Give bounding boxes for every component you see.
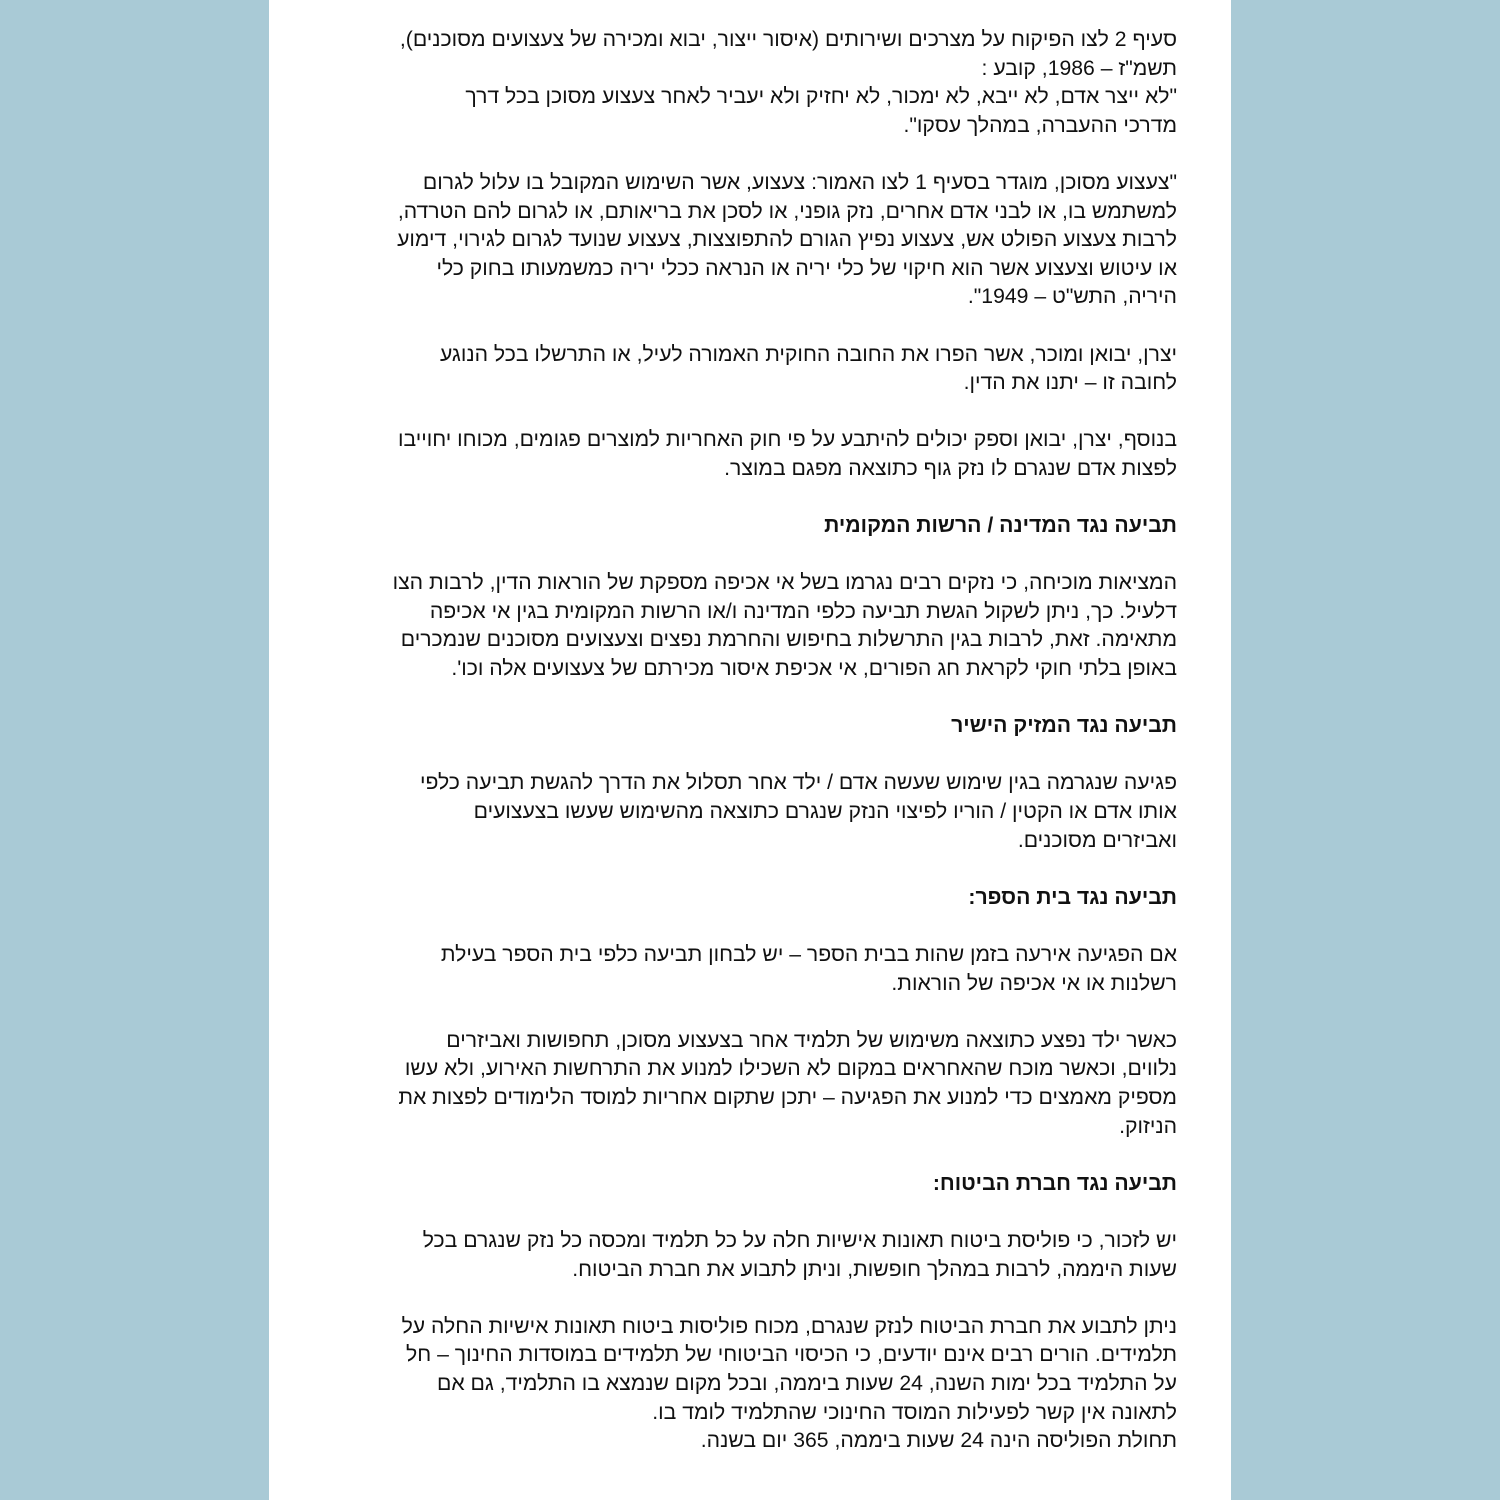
paragraph [311,1313,1177,1456]
paragraph-line: סעיף 2 לצו הפיקוח על מצרכים ושירותים (איסור ייצור, יבוא ומכירה של צעצועים מסוכנים), [399,28,1177,51]
paragraph-line: מספיק מאמצים כדי למנוע את הפגיעה – יתכן שתקום אחריות למוסד הלימודים לפצות את [398,1085,1177,1109]
paragraph-line: לתאונה אין קשר לפעילות המוסד החינוכי שהתלמיד לומד בו. [652,1400,1177,1424]
paragraph-line: יש לזכור, כי פוליסת ביטוח תאונות אישיות חלה על כל תלמיד ומכסה כל נזק שנגרם בכל [422,1228,1177,1252]
paragraph [311,26,1177,140]
heading-text: תביעה נגד המזיק הישיר [951,714,1177,738]
paragraph [311,341,1177,398]
paragraph-line: תחולת הפוליסה הינה 24 שעות ביממה, 365 יום בשנה. [700,1429,1177,1453]
paragraph-line: הניזוק. [1119,1114,1177,1138]
paragraph [311,941,1177,998]
paragraph-line: תלמידים. הורים רבים אינם יודעים, כי הכיסוי הביטוחי של תלמידים במוסדות החינוך – חל [406,1343,1177,1367]
paragraph-line: שעות היממה, לרבות במהלך חופשות, וניתן לתבוע את חברת הביטוח. [572,1257,1177,1281]
section-heading [311,884,1177,913]
paragraph-line: יצרן, יבואן ומוכר, אשר הפרו את החובה החוקית האמורה לעיל, או התרשלו בכל הנוגע [440,342,1177,366]
section-heading [311,512,1177,541]
paragraph-line: לפצות אדם שנגרם לו נזק גוף כתוצאה מפגם במוצר. [724,456,1177,480]
section-heading [311,712,1177,741]
paragraph-line: מדרכי ההעברה, במהלך עסקו". [903,113,1177,137]
paragraph-line: ואביזרים מסוכנים. [1017,828,1177,852]
document-page [269,0,1231,1500]
paragraph-line: באופן בלתי חוקי לקראת חג הפורים, אי אכיפת איסור מכירתם של צעצועים אלה וכו'. [451,657,1177,681]
paragraph-line: על התלמיד בכל ימות השנה, 24 שעות ביממה, ובכל מקום שנמצא בו התלמיד, גם אם [436,1371,1177,1395]
paragraph [311,769,1177,855]
paragraph [311,569,1177,683]
paragraph-line: כאשר ילד נפצע כתוצאה משימוש של תלמיד אחר בצעצוע מסוכן, תחפושות ואביזרים [446,1028,1177,1052]
paragraph-line: לרבות צעצוע הפולט אש, צעצוע נפיץ הגורם להתפוצצות, צעצוע שנועד לגרום לגירוי, דימוע [397,228,1177,252]
paragraph-line: תשמ"ז – 1986, קובע : [981,56,1177,80]
paragraph-line: לחובה זו – יתנו את הדין. [963,371,1177,395]
paragraph [311,426,1177,483]
paragraph-line: "לא ייצר אדם, לא ייבא, לא ימכור, לא יחזיק ולא יעביר לאחר צעצוע מסוכן בכל דרך [465,85,1177,109]
paragraph-line: דלעיל. כך, ניתן לשקול הגשת תביעה כלפי המדינה ו/או הרשות המקומית בגין אי אכיפה [429,599,1177,623]
paragraph-line: מתאימה. זאת, לרבות בגין התרשלות בחיפוש והחרמת נפצים וצעצועים מסוכנים שנמכרים [400,628,1177,652]
paragraph-line: המציאות מוכיחה, כי נזקים רבים נגרמו בשל אי אכיפה מספקת של הוראות הדין, לרבות הצו [392,571,1177,595]
heading-text: תביעה נגד חברת הביטוח: [932,1171,1177,1195]
heading-text: תביעה נגד בית הספר: [968,885,1177,909]
paragraph-line: ניתן לתבוע את חברת הביטוח לנזק שנגרם, מכוח פוליסות ביטוח תאונות אישיות החלה על [401,1314,1177,1338]
paragraph [311,1227,1177,1284]
paragraph-line: בנוסף, יצרן, יבואן וספק יכולים להיתבע על פי חוק האחריות למוצרים פגומים, מכוחו יחוייבו [398,428,1177,452]
paragraph-line: אם הפגיעה אירעה בזמן שהות בבית הספר – יש לבחון תביעה כלפי בית הספר בעילת [440,943,1177,966]
section-heading [311,1170,1177,1199]
paragraph [311,1027,1177,1141]
paragraph-line: פגיעה שנגרמה בגין שימוש שעשה אדם / ילד אחר תסלול את הדרך להגשת תביעה כלפי [420,771,1177,795]
paragraph-line: "צעצוע מסוכן, מוגדר בסעיף 1 לצו האמור: צעצוע, אשר השימוש המקובל בו עלול לגרום [422,170,1177,194]
paragraph-line: היריה, התש"ט – 1949". [967,285,1177,309]
paragraph [311,169,1177,312]
paragraph-line: אותו אדם או הקטין / הוריו לפיצוי הנזק שנגרם כתוצאה מהשימוש שעשו בצעצועים [473,800,1177,824]
paragraph-line: למשתמש בו, או לבני אדם אחרים, נזק גופני, או לסכן את בריאותם, או לגרום להם הטרדה, [397,199,1177,223]
paragraph-line: נלווים, וכאשר מוכח שהאחראים במקום לא השכילו למנוע את התרחשות האירוע, ולא עשו [404,1057,1177,1081]
paragraph-line: רשלנות או אי אכיפה של הוראות. [891,971,1177,995]
heading-text: תביעה נגד המדינה / הרשות המקומית [824,514,1177,538]
paragraph-line: או עיטוש וצעצוע אשר הוא חיקוי של כלי יריה או הנראה ככלי יריה כמשמעותו בחוק כלי [436,256,1177,280]
document-body [311,26,1177,1484]
